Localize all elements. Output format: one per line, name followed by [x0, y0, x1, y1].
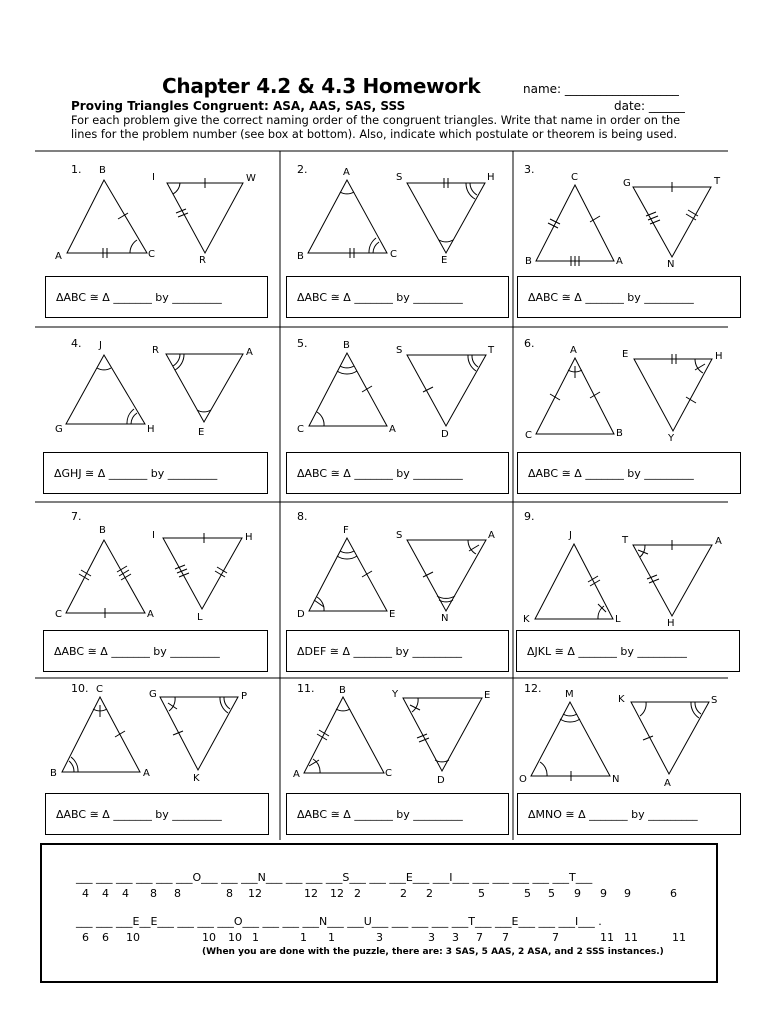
vertex-label: B [616, 428, 623, 439]
vertex-label: A [246, 347, 253, 358]
vertex-label: C [55, 609, 62, 620]
triangle-ihl-7 [163, 538, 242, 609]
answer-box[interactable] [517, 452, 741, 494]
problem-number: 3. [524, 163, 535, 176]
vertex-label: F [343, 525, 349, 536]
vertex-label: H [487, 172, 495, 183]
vertex-label: Y [392, 689, 399, 700]
answer-box[interactable] [286, 793, 509, 835]
answer-box[interactable] [286, 276, 509, 318]
vertex-label: A [616, 256, 623, 267]
answer-box[interactable] [517, 793, 741, 835]
triangle-abc-2 [308, 180, 387, 253]
answer-box[interactable] [43, 452, 268, 494]
answer-box[interactable] [286, 452, 509, 494]
answer-text: ΔDEF ≅ Δ _______ by _________ [297, 645, 462, 658]
puzzle-row1-blanks[interactable]: ___ ___ ___ ___ ___ ___O___ ___ ___N___ ___ ___ ___S___ ___ ___E___ ___I___ ___ ___ ___ ___ ___T___ [76, 871, 593, 884]
vertex-label: S [711, 695, 718, 706]
vertex-label: K [193, 773, 200, 784]
vertex-label: C [96, 684, 103, 695]
vertex-label: R [199, 255, 206, 266]
puzzle-box: ___ ___ ___ ___ ___ ___O___ ___ ___N___ ___ ___ ___S___ ___ ___E___ ___I___ ___ ___ ___ ___ ___T___ 4 4 4 8 8 8 12 12 12 2 2 2 5 5 5 9 9 9 6 ___ ___ ___E__E___ ___ ___ ___O___ ___ ___ ___N___ ___U___ ___ ___ ___ ___T___ ___E___ ___ ___I___ . 6 6 10 10 10 1 1 1 3 3 3 7 7 7 11 11 11 (When you are done with the puzzle, there are: 3 SAS, 5 AAS, 2 ASA, and 2 SSS instances.) [40, 843, 718, 983]
answer-box[interactable] [45, 276, 268, 318]
vertex-label: B [99, 525, 106, 536]
vertex-label: E [441, 255, 448, 266]
vertex-label: A [343, 167, 350, 178]
vertex-label: C [148, 249, 155, 260]
problem-number: 7. [71, 510, 82, 523]
vertex-label: C [385, 768, 392, 779]
vertex-label: Y [668, 433, 675, 444]
answer-box[interactable] [43, 630, 268, 672]
vertex-label: T [622, 535, 629, 546]
instructions: For each problem give the correct naming order of the congruent triangles. Write that name in order on the lines for the problem number (see box at bottom). Also, indicate which postulate or theorem is being used. [71, 114, 681, 141]
triangle-std-5 [407, 355, 486, 426]
problem-number: 2. [297, 163, 308, 176]
vertex-label: C [525, 430, 532, 441]
vertex-label: S [396, 530, 403, 541]
problem-number: 11. [297, 682, 315, 695]
vertex-label: R [152, 345, 159, 356]
vertex-label: B [99, 165, 106, 176]
vertex-label: P [241, 691, 248, 702]
vertex-label: B [50, 768, 57, 779]
puzzle-note: (When you are done with the puzzle, there are: 3 SAS, 5 AAS, 2 ASA, and 2 SSS instances.) [202, 947, 664, 957]
triangle-ghj-4 [66, 355, 145, 424]
problem-number: 5. [297, 337, 308, 350]
page-title: Chapter 4.2 & 4.3 Homework [162, 74, 481, 98]
vertex-label: A [715, 536, 722, 547]
vertex-label: K [523, 614, 530, 625]
vertex-label: H [147, 424, 155, 435]
problem-number: 1. [71, 163, 82, 176]
puzzle-row2-blanks[interactable]: ___ ___ ___E__E___ ___ ___ ___O___ ___ ___ ___N___ ___U___ ___ ___ ___ ___T___ ___E___ ___ ___I___ . [76, 915, 602, 928]
vertex-label: O [519, 774, 527, 785]
answer-text: ΔMNO ≅ Δ _______ by _________ [528, 808, 698, 821]
vertex-label: A [55, 251, 62, 262]
answer-text: ΔJKL ≅ Δ _______ by _________ [527, 645, 687, 658]
vertex-label: G [55, 424, 63, 435]
vertex-label: B [343, 340, 350, 351]
vertex-label: A [147, 609, 154, 620]
vertex-label: I [152, 172, 155, 183]
vertex-label: J [569, 530, 572, 541]
vertex-label: D [297, 609, 305, 620]
answer-text: ΔABC ≅ Δ _______ by _________ [56, 291, 222, 304]
triangle-abc-3 [536, 185, 614, 261]
name-field[interactable]: name: ___________________ [523, 82, 679, 96]
vertex-label: J [99, 340, 102, 351]
vertex-label: B [525, 256, 532, 267]
triangle-ehy-6 [634, 359, 712, 431]
answer-box[interactable] [516, 630, 740, 672]
triangle-mno-12 [531, 702, 610, 776]
problem-number: 6. [524, 337, 535, 350]
vertex-label: H [667, 618, 675, 629]
triangle-abc-10 [62, 697, 140, 772]
vertex-label: C [571, 172, 578, 183]
vertex-label: L [615, 614, 621, 625]
answer-text: ΔABC ≅ Δ _______ by _________ [56, 808, 222, 821]
vertex-label: I [152, 530, 155, 541]
vertex-label: N [667, 259, 675, 270]
answer-text: ΔABC ≅ Δ _______ by _________ [297, 291, 463, 304]
answer-box[interactable] [45, 793, 269, 835]
answer-text: ΔABC ≅ Δ _______ by _________ [528, 291, 694, 304]
answer-text: ΔABC ≅ Δ _______ by _________ [297, 808, 463, 821]
answer-text: ΔGHJ ≅ Δ _______ by _________ [54, 467, 218, 480]
vertex-label: H [715, 351, 723, 362]
vertex-label: G [623, 178, 631, 189]
vertex-label: K [618, 694, 625, 705]
vertex-label: B [339, 685, 346, 696]
vertex-label: D [441, 429, 449, 440]
problem-number: 8. [297, 510, 308, 523]
problem-number: 12. [524, 682, 542, 695]
vertex-label: A [293, 769, 300, 780]
triangle-tah-9 [633, 545, 712, 616]
problem-number: 9. [524, 510, 535, 523]
triangle-gtn-3 [633, 187, 711, 257]
vertex-label: E [622, 349, 629, 360]
vertex-label: A [664, 778, 671, 789]
vertex-label: L [197, 612, 203, 623]
vertex-label: T [714, 176, 721, 187]
vertex-label: A [488, 530, 495, 541]
vertex-label: E [198, 427, 205, 438]
answer-text: ΔABC ≅ Δ _______ by _________ [528, 467, 694, 480]
answer-text: ΔABC ≅ Δ _______ by _________ [297, 467, 463, 480]
vertex-label: S [396, 172, 403, 183]
vertex-label: D [437, 775, 445, 786]
vertex-label: C [297, 424, 304, 435]
vertex-label: A [389, 424, 396, 435]
triangle-san-8 [407, 540, 486, 611]
vertex-label: N [441, 613, 449, 624]
vertex-label: S [396, 345, 403, 356]
vertex-label: C [390, 249, 397, 260]
vertex-label: M [565, 689, 574, 700]
vertex-label: B [297, 251, 304, 262]
vertex-label: E [389, 609, 396, 620]
subtitle: Proving Triangles Congruent: ASA, AAS, SAS, SSS [71, 99, 406, 113]
problem-number: 4. [71, 337, 82, 350]
vertex-label: G [149, 689, 157, 700]
vertex-label: T [488, 345, 495, 356]
vertex-label: W [246, 173, 256, 184]
vertex-label: H [245, 532, 253, 543]
vertex-label: A [143, 768, 150, 779]
triangle-abc-7 [66, 540, 145, 613]
answer-text: ΔABC ≅ Δ _______ by _________ [54, 645, 220, 658]
vertex-label: A [570, 345, 577, 356]
date-field[interactable]: date: ______ [614, 99, 685, 113]
problem-number: 10. [71, 682, 89, 695]
answer-box[interactable] [286, 630, 509, 672]
answer-box[interactable] [517, 276, 741, 318]
vertex-label: E [484, 690, 491, 701]
triangle-iwr-1 [167, 183, 243, 253]
vertex-label: N [612, 774, 620, 785]
